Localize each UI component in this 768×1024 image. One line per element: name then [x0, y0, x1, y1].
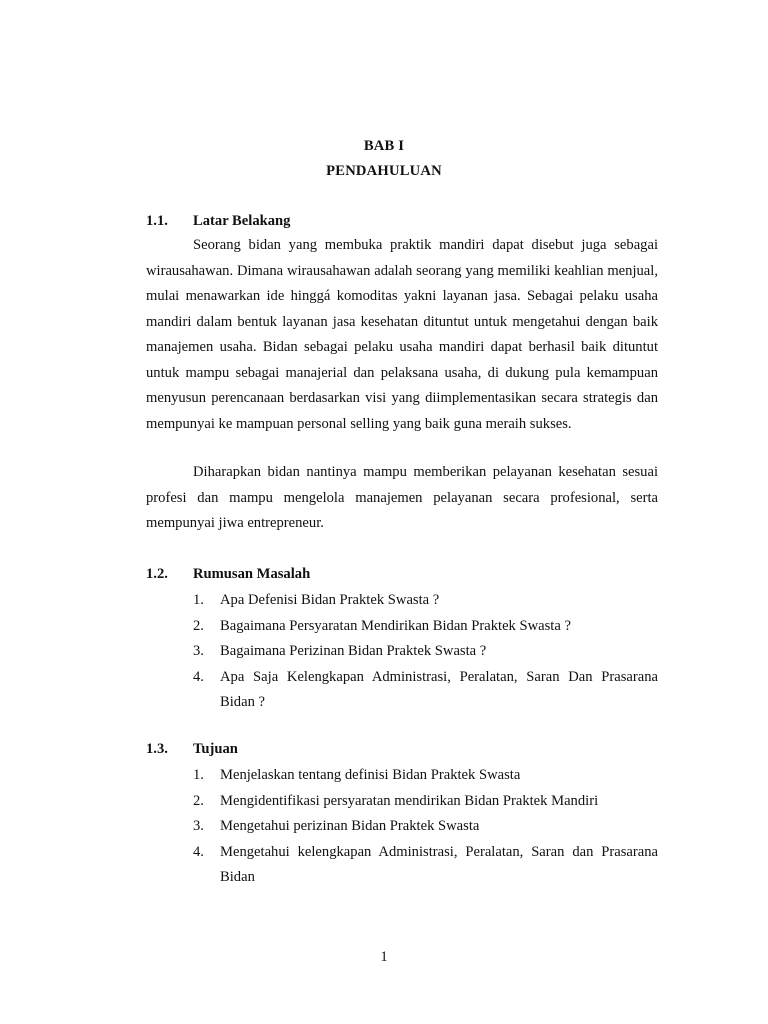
list-item — [193, 588, 658, 614]
list-item — [193, 665, 658, 716]
list-number: 4. — [193, 668, 204, 685]
list-number: 2. — [193, 617, 204, 634]
list-text: Bagaimana Persyaratan Mendirikan Bidan Praktek Swasta ? — [220, 617, 571, 634]
list-text: Menjelaskan tentang definisi Bidan Praktek Swasta — [220, 767, 521, 783]
objective-list — [193, 763, 658, 891]
paragraph — [146, 460, 658, 537]
section-title: Latar Belakang — [193, 213, 291, 229]
problem-list — [193, 588, 658, 716]
paragraph-text: Diharapkan bidan nantinya mampu memberikan pelayanan kesehatan sesuai profesi dan mampu mengelola manajemen pelayanan secara profesional, serta mempunyai jiwa entrepreneur. — [146, 464, 658, 531]
page-number: 1 — [380, 949, 388, 965]
list-text: Mengetahui kelengkapan Administrasi, Peralatan, Saran dan Prasarana Bidan — [220, 843, 658, 885]
chapter-label: BAB I — [363, 138, 405, 154]
list-item — [193, 814, 658, 840]
list-item — [193, 763, 658, 789]
list-number: 1. — [193, 592, 204, 608]
list-text: Bagaimana Perizinan Bidan Praktek Swasta ? — [220, 643, 487, 659]
list-item — [193, 614, 658, 640]
list-item — [193, 639, 658, 665]
section-number: 1.2. — [146, 566, 168, 582]
section-number: 1.1. — [146, 213, 168, 229]
list-text: Mengetahui perizinan Bidan Praktek Swasta — [220, 818, 480, 834]
list-text: Apa Defenisi Bidan Praktek Swasta ? — [220, 592, 440, 608]
list-number: 3. — [193, 643, 204, 659]
list-number: 4. — [193, 843, 204, 860]
paragraph-text: Seorang bidan yang membuka praktik mandiri dapat disebut juga sebagai wirausahawan. Dimana wirausahawan adalah seorang yang memiliki keahlian menjual, mulai menawarkan ide hinggá komoditas yakni layanan jasa. Sebagai pelaku usaha mandiri dalam bentuk layanan jasa kesehatan dituntut untuk mengetahui dengan baik manajemen usaha. Bidan sebagai pelaku usaha mandiri dapat berhasil baik dituntut untuk mampu sebagai manajerial dan pelaksana usaha, di dukung pula kemampuan menyusun perencanaan berdasarkan visi yang diimplementasikan secara strategis dan mempunyai ke mampuan personal selling yang baik guna meraih sukses. — [146, 237, 658, 432]
section-title: Tujuan — [193, 741, 238, 757]
list-item — [193, 840, 658, 891]
list-text: Apa Saja Kelengkapan Administrasi, Peralatan, Saran Dan Prasarana Bidan ? — [220, 668, 658, 710]
list-number: 2. — [193, 792, 204, 809]
section-number: 1.3. — [146, 741, 168, 757]
paragraph — [146, 233, 658, 437]
list-item — [193, 789, 658, 815]
list-number: 3. — [193, 818, 204, 834]
chapter-title: PENDAHULUAN — [326, 163, 442, 179]
list-text: Mengidentifikasi persyaratan mendirikan Bidan Praktek Mandiri — [220, 792, 599, 809]
section-title: Rumusan Masalah — [193, 566, 311, 582]
list-number: 1. — [193, 767, 204, 783]
